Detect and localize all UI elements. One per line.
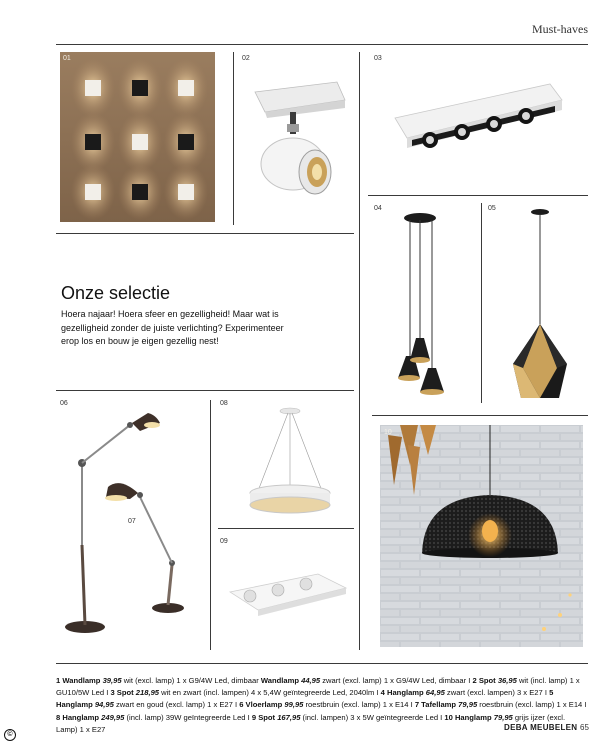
page-heading: Onze selectie bbox=[61, 283, 171, 303]
photo-pendant-mesh bbox=[380, 425, 583, 647]
caption-item: 2 Spot 36,95 wit (incl. lamp) 1 x GU10/5W Led bbox=[56, 676, 580, 698]
caption-item: 7 Tafellamp 79,95 roestbruin (excl. lamp) 1 x E14 bbox=[414, 700, 583, 710]
product-captions: 1 Wandlamp 39,95 wit (excl. lamp) 1 x G9/4W Led, dimbaar Wandlamp 44,95 zwart (excl. lamp) 1 x G9/4W Led, dimbaar I 2 Spot 36,95 wit (incl. lamp) 1 x GU10/5W Led I 3 Spot 218,95 wit en zwart (incl. lampen) 4 x 5,4W geïntegreerde Led, 2040lm I 4 Hanglamp 64,95 zwart (excl. lampen) 3 x E27 I 5 Hanglamp 94,95 zwart en goud (excl. lamp) 1 x E27 I 6 Vloerlamp 99,95 roestbruin (excl. lamp) 1 x E14 I 7 Tafellamp 79,95 roestbruin (excl. lamp) 1 x E14 I 8 Hanglamp 249,95 (incl. lamp) 39W geïntegreerde Led I 9 Spot 167,95 (incl. lampen) 3 x 5W geïntegreerde Led I 10 Hanglamp 79,95 grijs ijzer (excl. Lamp) 1 x E27 bbox=[56, 676, 587, 734]
divider-v-02-03 bbox=[359, 52, 360, 402]
image-number-04: 04 bbox=[374, 205, 382, 212]
divider-v-06-08 bbox=[210, 400, 211, 650]
image-number-07: 07 bbox=[128, 518, 136, 525]
caption-item: 3 Spot 218,95 wit en zwart (incl. lampen) 4 x 5,4W geïntegreerde Led, 2040lm bbox=[110, 688, 375, 698]
divider-v-01-02 bbox=[233, 52, 234, 225]
image-number-03: 03 bbox=[374, 55, 382, 62]
intro-text: Hoera najaar! Hoera sfeer en gezelligheid! Maar wat is gezelligheid zonder de juiste verlichting? Experimenteer erop los en bouw je eigen gezellig nest! bbox=[61, 309, 284, 346]
page-number: 65 bbox=[580, 723, 589, 732]
caption-item: 8 Hanglamp 249,95 (incl. lamp) 39W geïntegreerde Led bbox=[56, 712, 246, 722]
section-title: Must-haves bbox=[532, 22, 588, 36]
photo-spot-white bbox=[245, 72, 355, 212]
photo-wall-lamps bbox=[60, 52, 215, 222]
copyright-icon: © bbox=[4, 729, 16, 741]
image-number-01: 01 bbox=[63, 55, 71, 62]
photo-floor-and-table-lamp bbox=[60, 405, 205, 640]
image-number-06: 06 bbox=[60, 400, 68, 407]
caption-item: 10 Hanglamp 79,95 grijs ijzer (excl. Lamp) 1 x E27 bbox=[56, 712, 566, 734]
divider-h-mid-right bbox=[372, 415, 588, 416]
divider-v-left-right-bottom bbox=[359, 400, 360, 650]
divider-h-08-09 bbox=[218, 528, 354, 529]
photo-spot-bar bbox=[390, 80, 575, 170]
divider-h-03 bbox=[368, 195, 588, 196]
footer-brand: DEBA MEUBELEN bbox=[504, 723, 578, 732]
image-number-08: 08 bbox=[220, 400, 228, 407]
caption-item: 6 Vloerlamp 99,95 roestbruin (excl. lamp) 1 x E14 bbox=[239, 700, 409, 710]
caption-item: Wandlamp 44,95 zwart (excl. lamp) 1 x G9/4W Led, dimbaar bbox=[260, 676, 467, 685]
image-number-02: 02 bbox=[242, 55, 250, 62]
image-number-09: 09 bbox=[220, 538, 228, 545]
image-number-05: 05 bbox=[488, 205, 496, 212]
photo-spot-triple bbox=[226, 570, 351, 620]
divider-v-04-05 bbox=[481, 203, 482, 403]
photo-pendant-triple bbox=[390, 208, 470, 408]
photo-pendant-ring bbox=[240, 405, 340, 520]
caption-item: 9 Spot 167,95 (incl. lampen) 3 x 5W geïntegreerde Led bbox=[251, 712, 439, 722]
bottom-rule bbox=[56, 663, 588, 664]
image-number-10: 10 bbox=[384, 429, 392, 436]
divider-h-mid-left bbox=[56, 390, 354, 391]
caption-item: 1 Wandlamp 39,95 wit (excl. lamp) 1 x G9/4W Led, dimbaar bbox=[56, 676, 259, 685]
caption-item: 5 Hanglamp 94,95 zwart en goud (excl. lamp) 1 x E27 bbox=[56, 688, 554, 710]
caption-item: 4 Hanglamp 64,95 zwart (excl. lampen) 3 x E27 bbox=[380, 688, 543, 698]
photo-pendant-geometric bbox=[505, 206, 575, 406]
divider-h-top-left bbox=[56, 233, 354, 234]
top-rule bbox=[56, 44, 588, 45]
